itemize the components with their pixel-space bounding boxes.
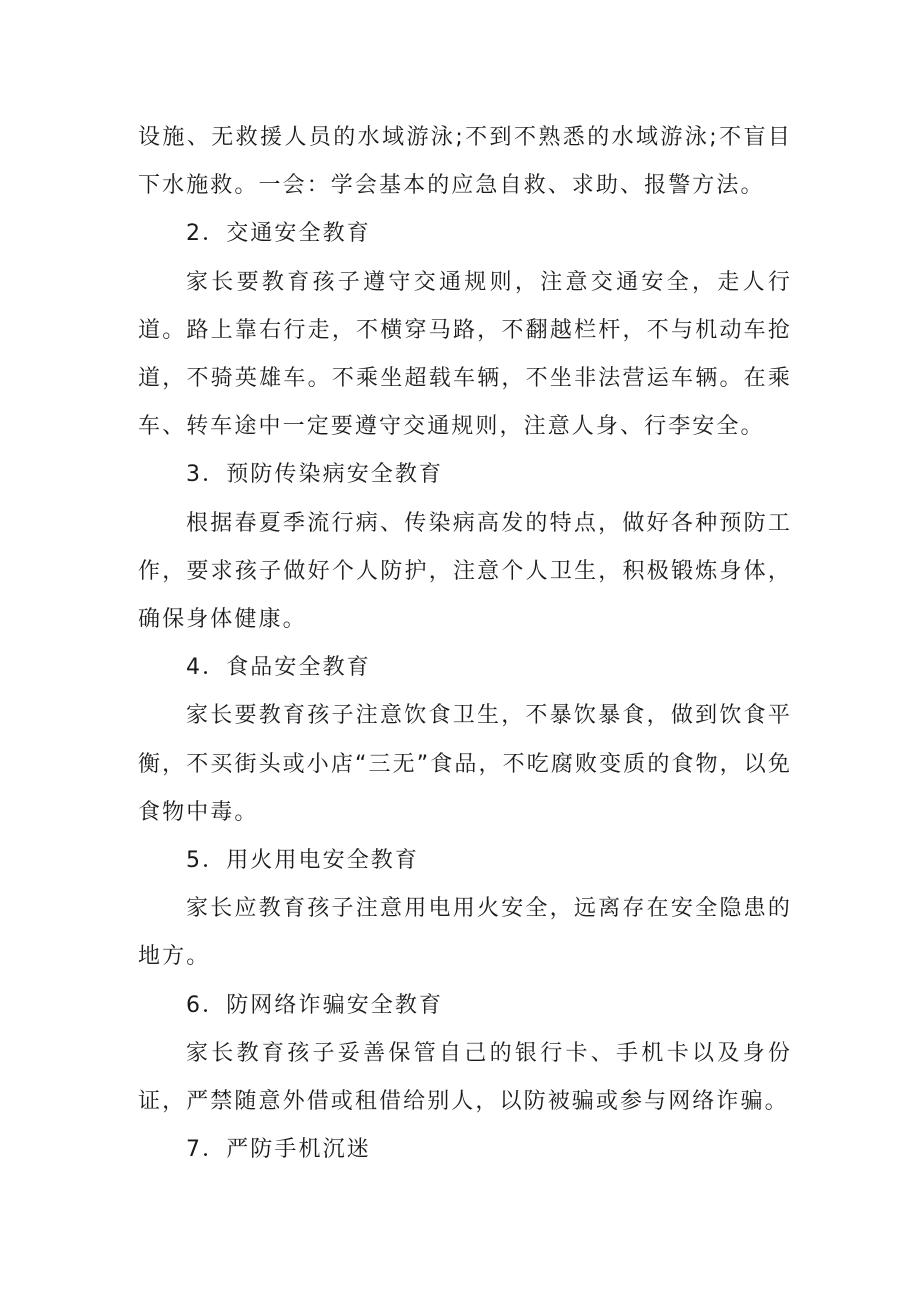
- section-heading-disease-prevention: 3．预防传染病安全教育: [186, 462, 444, 488]
- section-heading-phone-addiction: 7．严防手机沉迷: [186, 1137, 371, 1163]
- paragraph-traffic-safety: 家长要教育孩子遵守交通规则，注意交通安全，走人行道。路上靠右行走，不横穿马路，不翻越栏杆，不与机动车抢道，不骑英雄车。不乘坐超载车辆，不坐非法营运车辆。在乘车、转车途中一定要遵守交通规则，注意人身、行李安全。: [138, 269, 792, 440]
- document-body: [138, 114, 792, 1174]
- section-heading-food-safety: 4．食品安全教育: [186, 655, 371, 681]
- section-heading-fire-electricity-safety: 5．用火用电安全教育: [186, 848, 419, 874]
- paragraph-water-safety-continued: 设施、无救援人员的水域游泳;不到不熟悉的水域游泳;不盲目下水施救。一会：学会基本的应急自救、求助、报警方法。: [138, 125, 792, 199]
- paragraph-fire-electricity-safety: 家长应教育孩子注意用电用火安全，远离存在安全隐患的地方。: [138, 896, 792, 970]
- section-heading-online-fraud-prevention: 6．防网络诈骗安全教育: [186, 992, 444, 1018]
- paragraph-online-fraud-prevention: 家长教育孩子妥善保管自己的银行卡、手机卡以及身份证，严禁随意外借或租借给别人，以防被骗或参与网络诈骗。: [138, 1040, 792, 1115]
- section-heading-traffic-safety: 2．交通安全教育: [186, 221, 371, 247]
- paragraph-disease-prevention: 根据春夏季流行病、传染病高发的特点，做好各种预防工作，要求孩子做好个人防护，注意个人卫生，积极锻炼身体，确保身体健康。: [138, 510, 792, 633]
- paragraph-food-safety: 家长要教育孩子注意饮食卫生，不暴饮暴食，做到饮食平衡，不买街头或小店“三无”食品，不吃腐败变质的食物，以免食物中毒。: [138, 703, 792, 825]
